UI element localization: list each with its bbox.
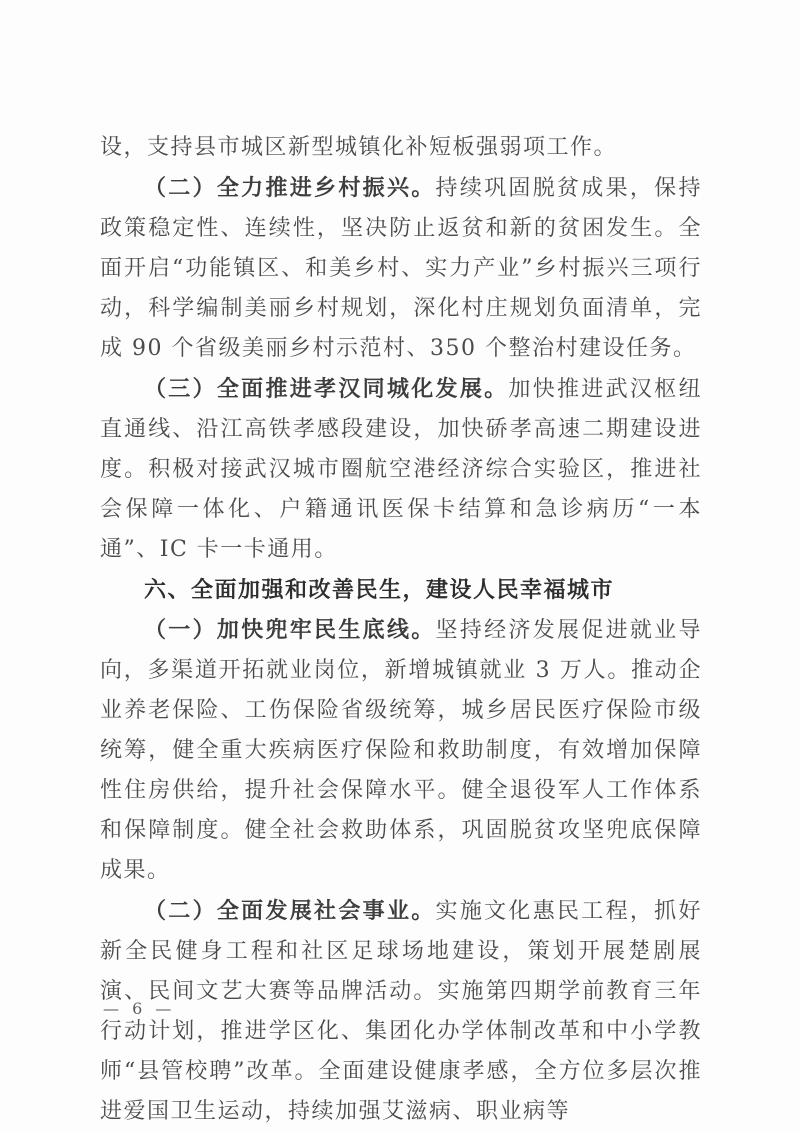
paragraph-rural-revitalization	[100, 168, 702, 369]
paragraph-text: 加快推进武汉枢纽直通线、沿江高铁孝感段建设，加快硚孝高速二期建设进度。积极对接武汉城市圈航空港经济综合实验区，推进社会保障一体化、户籍通讯医保卡结算和急诊病历“一本通”、IC 卡一卡通用。	[100, 377, 702, 562]
paragraph-text: 设，支持县市城区新型城镇化补短板强弱项工作。	[100, 135, 618, 160]
paragraph-lead: （三）全面推进孝汉同城化发展。	[144, 376, 509, 402]
paragraph-lead: （一）加快兜牢民生底线。	[144, 617, 436, 643]
paragraph-xiaohan-integration	[100, 369, 702, 570]
paragraph-lead: （二）全力推进乡村振兴。	[144, 175, 436, 201]
document-body	[100, 128, 702, 1132]
paragraph-text: 坚持经济发展促进就业导向，多渠道开拓就业岗位，新增城镇就业 3 万人。推动企业养老保险、工伤保险省级统筹，城乡居民医疗保险市级统筹，健全重大疾病医疗保险和救助制度，有效增加保障性住房供给，提升社会保障水平。健全退役军人工作体系和保障制度。健全社会救助体系，巩固脱贫攻坚兜底保障成果。	[100, 618, 702, 883]
paragraph-lead: （二）全面发展社会事业。	[144, 898, 436, 924]
section-heading: 六、全面加强和改善民生，建设人民幸福城市	[144, 577, 615, 602]
paragraph-livelihood-baseline	[100, 610, 702, 891]
paragraph-social-undertakings	[100, 891, 702, 1132]
paragraph-text: 持续巩固脱贫成果，保持政策稳定性、连续性，坚决防止返贫和新的贫困发生。全面开启“功能镇区、和美乡村、实力产业”乡村振兴三项行动，科学编制美丽乡村规划，深化村庄规划负面清单，完成 90 个省级美丽乡村示范村、350 个整治村建设任务。	[100, 176, 702, 361]
paragraph-text: 实施文化惠民工程，抓好新全民健身工程和社区足球场地建设，策划开展楚剧展演、民间文艺大赛等品牌活动。实施第四期学前教育三年行动计划，推进学区化、集团化办学体制改革和中小学教师“县管校聘”改革。全面建设健康孝感，全方位多层次推进爱国卫生运动，持续加强艾滋病、职业病等	[100, 899, 702, 1124]
paragraph-continuation	[100, 128, 702, 168]
page-number: — 6 —	[103, 999, 176, 1018]
